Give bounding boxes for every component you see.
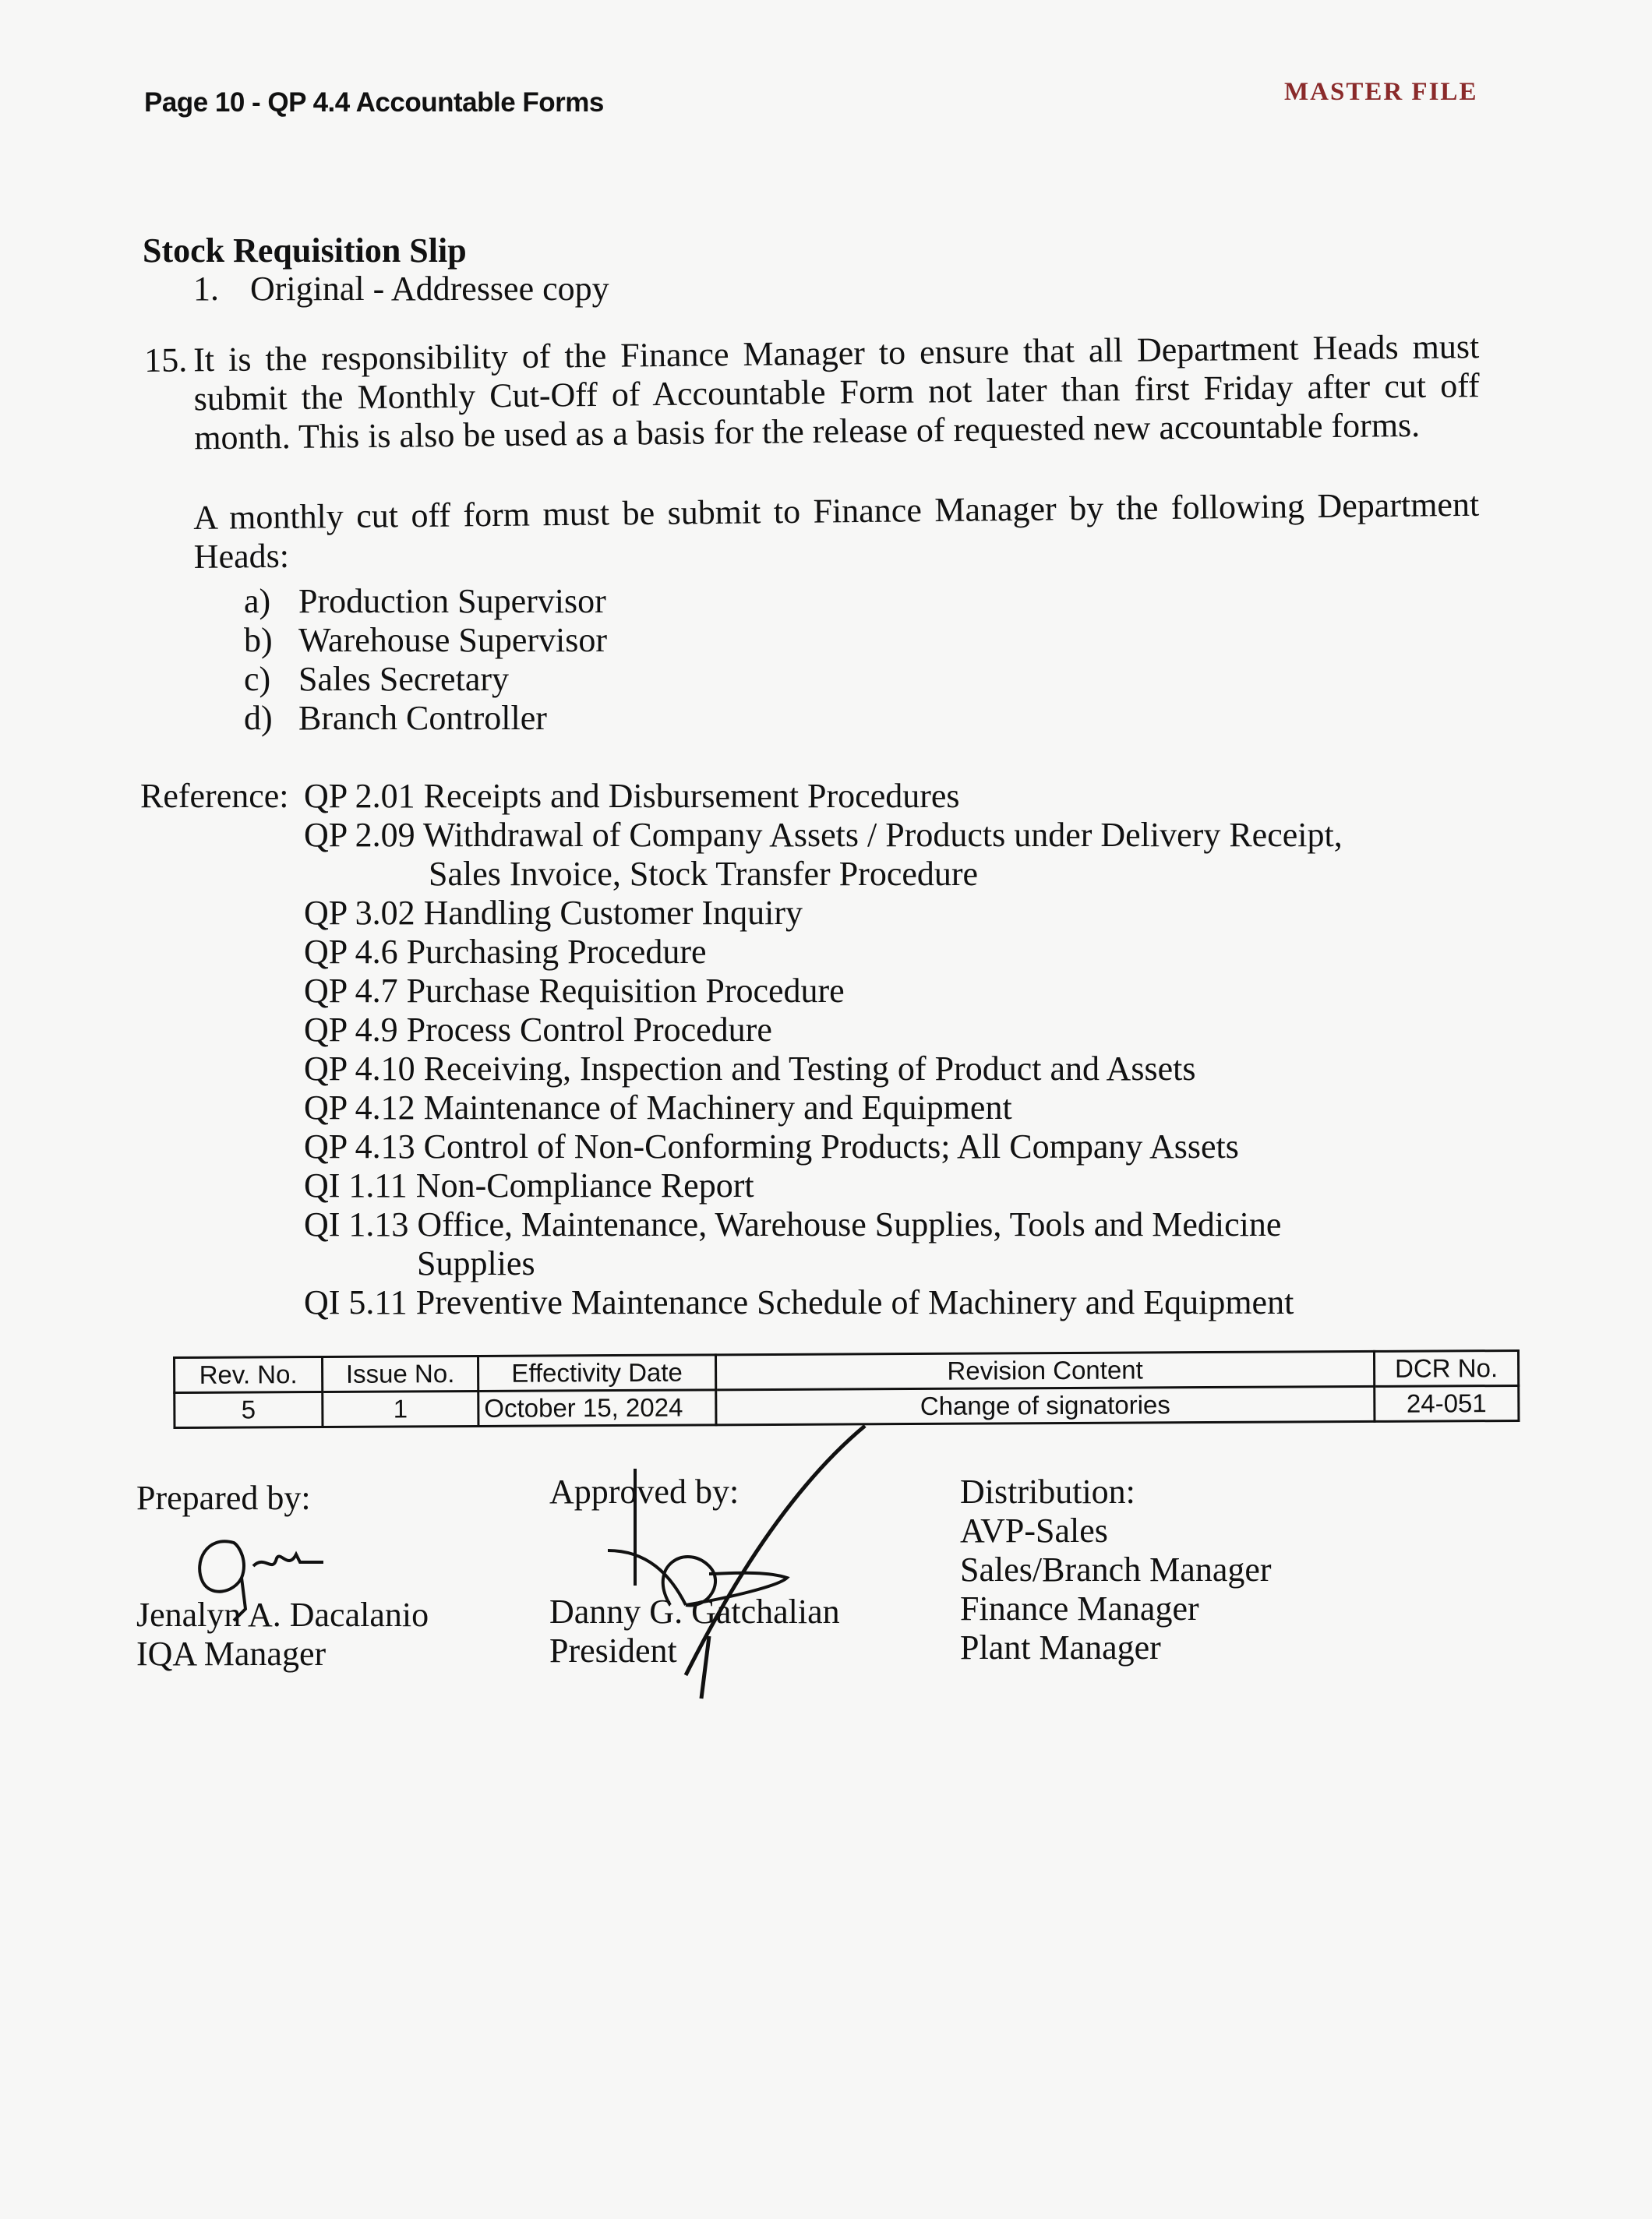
- list-item-label: a): [244, 582, 271, 620]
- column-header: Effectivity Date: [478, 1355, 716, 1392]
- distribution-label: Distribution:: [960, 1473, 1135, 1511]
- distribution-item: Finance Manager: [960, 1589, 1199, 1628]
- paragraph-15: [144, 327, 1481, 457]
- distribution-item: AVP-Sales: [960, 1512, 1108, 1550]
- table-cell: 24-051: [1375, 1385, 1519, 1421]
- reference-item: QP 2.01 Receipts and Disbursement Procedures: [304, 777, 960, 815]
- list-item-text: Warehouse Supervisor: [298, 621, 608, 659]
- reference-item: QP 4.13 Control of Non-Conforming Products; All Company Assets: [304, 1127, 1239, 1166]
- section-title: Stock Requisition Slip: [143, 231, 467, 270]
- table-cell: 1: [323, 1391, 478, 1427]
- reference-list: [304, 777, 1343, 1322]
- approver-title: President: [549, 1632, 677, 1670]
- approver-name: Danny G. Gatchalian: [549, 1593, 840, 1631]
- prepared-by-label: Prepared by:: [136, 1479, 311, 1517]
- list-item: [244, 699, 607, 738]
- column-header: Issue No.: [323, 1356, 478, 1392]
- table-cell: October 15, 2024: [478, 1390, 716, 1427]
- preparer-signature: [179, 1519, 351, 1628]
- distribution-item: Sales/Branch Manager: [960, 1550, 1272, 1589]
- reference-item: QP 4.6 Purchasing Procedure: [304, 933, 707, 971]
- reference-item: QP 4.7 Purchase Requisition Procedure: [304, 972, 845, 1010]
- table-cell: 5: [175, 1392, 323, 1427]
- distribution-block: [960, 1473, 1272, 1667]
- column-header: Revision Content: [715, 1351, 1374, 1389]
- reference-item: QP 4.9 Process Control Procedure: [304, 1011, 772, 1049]
- reference-item-continuation: Sales Invoice, Stock Transfer Procedure: [429, 855, 979, 893]
- reference-item: QP 2.09 Withdrawal of Company Assets / Products under Delivery Receipt,: [304, 816, 1343, 854]
- list-item: [193, 270, 609, 309]
- reference-item: QP 4.10 Receiving, Inspection and Testing of Product and Assets: [304, 1050, 1196, 1088]
- list-item: [244, 660, 607, 699]
- distribution-item: Plant Manager: [960, 1628, 1161, 1667]
- monthly-cutoff-paragraph: A monthly cut off form must be submit to Finance Manager by the following Department Heads:: [193, 485, 1480, 576]
- page-header: Page 10 - QP 4.4 Accountable Forms: [144, 87, 604, 118]
- list-item: [244, 621, 607, 660]
- paragraph-number: 15.: [144, 340, 188, 379]
- list-item: [244, 582, 607, 621]
- department-heads-list: [244, 582, 607, 738]
- list-item-text: Original - Addressee copy: [250, 270, 609, 308]
- reference-item: QP 4.12 Maintenance of Machinery and Equipment: [304, 1088, 1012, 1127]
- approved-by-label: Approved by:: [549, 1473, 740, 1511]
- paragraph-text: It is the responsibility of the Finance Manager to ensure that all Department Heads must submit the Monthly Cut-Off of Accountable Form not later than first Friday after cut off month. This is also be used as a basis for the release of requested new accountable forms.: [192, 327, 1480, 457]
- reference-item: QI 5.11 Preventive Maintenance Schedule of Machinery and Equipment: [304, 1283, 1294, 1321]
- revision-table: [173, 1349, 1520, 1429]
- reference-item: QP 3.02 Handling Customer Inquiry: [304, 894, 803, 932]
- column-header: DCR No.: [1374, 1350, 1518, 1386]
- list-item-label: b): [244, 621, 273, 659]
- list-item-label: c): [244, 660, 271, 698]
- preparer-name: Jenalyn A. Dacalanio: [136, 1596, 429, 1634]
- list-item-text: Production Supervisor: [298, 582, 606, 620]
- list-item-number: 1.: [193, 270, 219, 308]
- reference-item-continuation: Supplies: [417, 1244, 535, 1282]
- list-item-label: d): [244, 699, 273, 737]
- reference-label: Reference:: [140, 777, 289, 815]
- list-item-text: Sales Secretary: [298, 660, 509, 698]
- table-cell: Change of signatories: [716, 1386, 1375, 1424]
- preparer-title: IQA Manager: [136, 1635, 327, 1673]
- approver-signature: [600, 1418, 881, 1714]
- list-item-text: Branch Controller: [298, 699, 547, 737]
- reference-item: QI 1.13 Office, Maintenance, Warehouse Supplies, Tools and Medicine: [304, 1205, 1282, 1244]
- column-header: Rev. No.: [175, 1356, 323, 1392]
- master-file-stamp: MASTER FILE: [1284, 78, 1478, 106]
- reference-item: QI 1.11 Non-Compliance Report: [304, 1166, 754, 1205]
